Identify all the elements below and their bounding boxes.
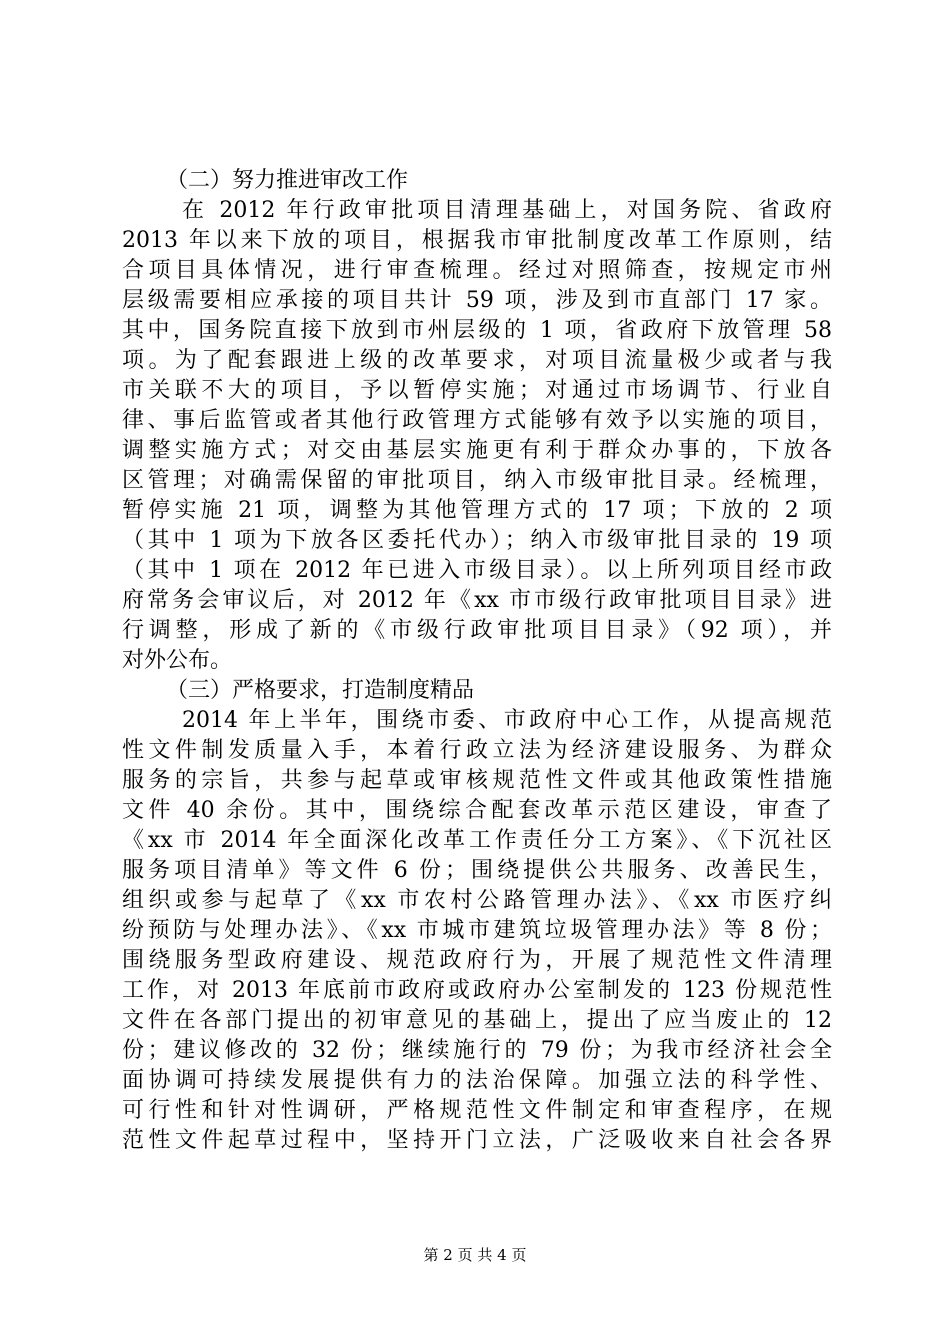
paragraph-line: 调整实施方式；对交由基层实施更有利于群众办事的，下放各 xyxy=(122,438,832,463)
paragraph-line: 行调整，形成了新的《市级行政审批项目目录》（92 项），并 xyxy=(122,618,832,643)
section-heading: （三）严格要求，打造制度精品 xyxy=(166,678,475,703)
paragraph-line: 项。为了配套跟进上级的改革要求，对项目流量极少或者与我 xyxy=(122,348,832,373)
section-heading: （二）努力推进审改工作 xyxy=(166,168,409,193)
paragraph-line: （其中 1 项在 2012 年已进入市级目录）。以上所列项目经市政 xyxy=(122,558,832,583)
paragraph-line: 区管理；对确需保留的审批项目，纳入市级审批目录。经梳理， xyxy=(122,468,832,493)
paragraph-line: 在 2012 年行政审批项目清理基础上，对国务院、省政府 xyxy=(182,198,832,223)
paragraph-line: 组织或参与起草了《xx 市农村公路管理办法》、《xx 市医疗纠 xyxy=(122,888,832,913)
paragraph-line: 份；建议修改的 32 份；继续施行的 79 份；为我市经济社会全 xyxy=(122,1038,832,1063)
paragraph-line: 范性文件起草过程中，坚持开门立法，广泛吸收来自社会各界 xyxy=(122,1128,832,1153)
paragraph-line: 层级需要相应承接的项目共计 59 项，涉及到市直部门 17 家。 xyxy=(122,288,832,313)
paragraph-line: 文件在各部门提出的初审意见的基础上，提出了应当废止的 12 xyxy=(122,1008,832,1033)
paragraph-line: 对外公布。 xyxy=(122,648,233,673)
paragraph-line: 律、事后监管或者其他行政管理方式能够有效予以实施的项目， xyxy=(122,408,832,433)
section-3 xyxy=(122,676,832,1156)
paragraph-line: （其中 1 项为下放各区委托代办）；纳入市级审批目录的 19 项 xyxy=(122,528,832,553)
paragraph-line: 服务项目清单》等文件 6 份；围绕提供公共服务、改善民生， xyxy=(122,858,832,883)
paragraph-line: 面协调可持续发展提供有力的法治保障。加强立法的科学性、 xyxy=(122,1068,832,1093)
paragraph-line: 性文件制发质量入手，本着行政立法为经济建设服务、为群众 xyxy=(122,738,832,763)
paragraph-line: 纷预防与处理办法》、《xx 市城市建筑垃圾管理办法》等 8 份； xyxy=(122,918,832,943)
paragraph-line: 围绕服务型政府建设、规范政府行为，开展了规范性文件清理 xyxy=(122,948,832,973)
page-footer: 第 2 页 共 4 页 xyxy=(423,1246,527,1264)
paragraph-line: 府常务会审议后，对 2012 年《xx 市市级行政审批项目目录》进 xyxy=(122,588,832,613)
paragraph-line: 暂停实施 21 项，调整为其他管理方式的 17 项；下放的 2 项 xyxy=(122,498,832,523)
section-2 xyxy=(122,166,832,676)
paragraph-line: 服务的宗旨，共参与起草或审核规范性文件或其他政策性措施 xyxy=(122,768,832,793)
paragraph-line: 其中，国务院直接下放到市州层级的 1 项，省政府下放管理 58 xyxy=(122,318,832,343)
paragraph-line: 可行性和针对性调研，严格规范性文件制定和审查程序，在规 xyxy=(122,1098,832,1123)
paragraph-line: 文件 40 余份。其中，围绕综合配套改革示范区建设，审查了 xyxy=(122,798,832,823)
paragraph-line: 《xx 市 2014 年全面深化改革工作责任分工方案》、《下沉社区 xyxy=(122,828,832,853)
paragraph-line: 工作，对 2013 年底前市政府或政府办公室制发的 123 份规范性 xyxy=(122,978,832,1003)
paragraph-line: 2014 年上半年，围绕市委、市政府中心工作，从提高规范 xyxy=(182,708,832,733)
paragraph-line: 合项目具体情况，进行审查梳理。经过对照筛查，按规定市州 xyxy=(122,258,832,283)
document-body xyxy=(122,166,832,1156)
paragraph-line: 2013 年以来下放的项目，根据我市审批制度改革工作原则，结 xyxy=(122,228,832,253)
paragraph-line: 市关联不大的项目，予以暂停实施；对通过市场调节、行业自 xyxy=(122,378,832,403)
